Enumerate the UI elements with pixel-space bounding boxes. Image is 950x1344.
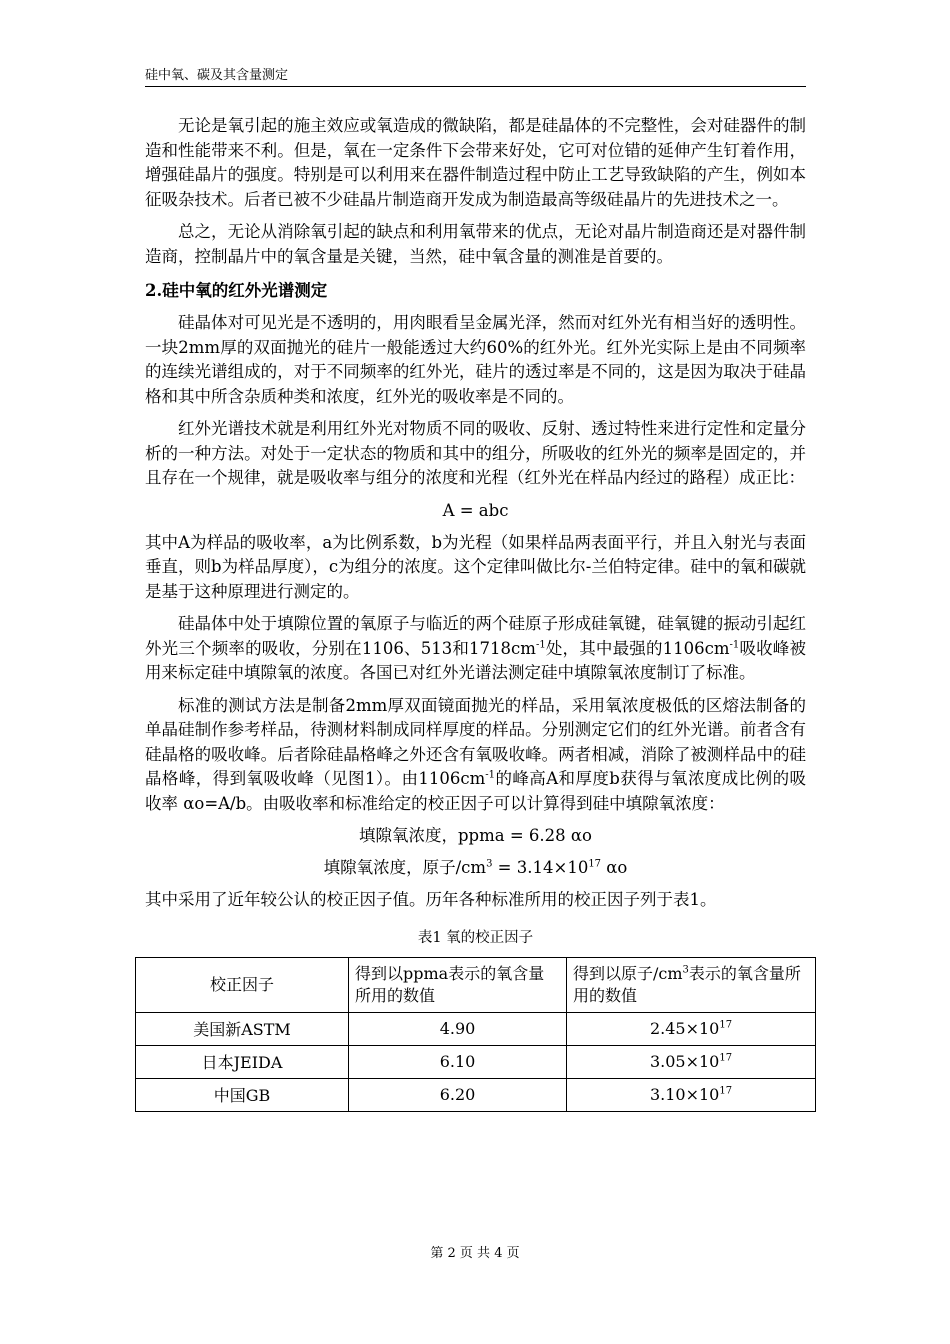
paragraph-ir-technique: 红外光谱技术就是利用红外光对物质不同的吸收、反射、透过特性来进行定性和定量分析的一种方法。对处于一定状态的物质和其中的组分，所吸收的红外光的频率是固定的，并且存在一个规律，就是吸收率与组分的浓度和光程（红外光在样品内经过的路程）成正比： [145, 419, 806, 487]
paragraph-test-method: 标准的测试方法是制备2mm厚双面镜面抛光的样品，采用氧浓度极低的区熔法制备的单晶硅制作参考样品，待测材料制成同样厚度的样品。分别测定它们的红外光谱。前者含有硅晶格的吸收峰。后者除硅晶格峰之外还含有氧吸收峰。两者相减，消除了被测样品中的硅晶格峰，得到氧吸收峰（见图1）。由$1106cm^{-1}$的峰高A和厚度b获得与氧浓度成比例的吸收率 αo=A/b。由吸收率和标准给定的校正因子可以计算得到硅中填隙氧浓度： [145, 695, 806, 813]
paragraph-si-o-bond: 硅晶体中处于填隙位置的氧原子与临近的两个硅原子形成硅氧键，硅氧键的振动引起红外光三个频率的吸收，分别在1106、513和$1718cm^{-1}$处，其中最强的$1106cm^{-1}$吸收峰被用来标定硅中填隙氧的浓度。各国已对红外光谱法测定硅中填隙氧浓度制订了标准。 [145, 614, 806, 682]
row-name: 美国新ASTM [136, 1012, 349, 1045]
table-row [136, 1012, 816, 1045]
row-atoms: $2.45\times 10^{17}$ [567, 1012, 816, 1045]
formula-atoms-per-cm3: 填隙氧浓度，原子$/cm^3 = 3.14\times 10^{17}$ αo [323, 858, 628, 877]
row-atoms: $3.10\times 10^{17}$ [567, 1078, 816, 1111]
row-ppma: 6.20 [349, 1078, 567, 1111]
paragraph-oxygen-control: 总之，无论从消除氧引起的缺点和利用氧带来的优点，无论对晶片制造商还是对器件制造商，控制晶片中的氧含量是关键，当然，硅中氧含量的测准是首要的。 [145, 222, 806, 266]
paragraph-ir-transparency: 硅晶体对可见光是不透明的，用肉眼看呈金属光泽，然而对红外光有相当好的透明性。一块2mm厚的双面抛光的硅片一般能透过大约60%的红外光。红外光实际上是由不同频率的连续光谱组成的，对于不同频率的红外光，硅片的透过率是不同的，这是因为取决于硅晶格和其中所含杂质种类和浓度，红外光的吸收率是不同的。 [145, 313, 806, 406]
row-atoms: $3.05\times 10^{17}$ [567, 1045, 816, 1078]
page-header [145, 66, 806, 87]
row-ppma: 4.90 [349, 1012, 567, 1045]
document-body [145, 114, 806, 1112]
header-title: 硅中氧、碳及其含量测定 [145, 68, 289, 83]
table-header-row [136, 957, 816, 1012]
row-name: 中国GB [136, 1078, 349, 1111]
formula-beer-lambert: A = abc [442, 500, 509, 520]
formula-ppma: 填隙氧浓度，ppma = 6.28 αo [359, 826, 592, 845]
header-cell-ppma: 得到以ppma表示的氧含量所用的数值 [349, 957, 567, 1012]
table-caption: 表1 氧的校正因子 [417, 929, 534, 946]
table-row [136, 1045, 816, 1078]
header-cell-factor: 校正因子 [136, 957, 349, 1012]
row-ppma: 6.10 [349, 1045, 567, 1078]
table-row [136, 1078, 816, 1111]
page-footer: 第 2 页 共 4 页 [430, 1246, 520, 1261]
header-cell-atoms: 得到以原子$/cm^3$表示的氧含量所用的数值 [567, 957, 816, 1012]
section-title: 2.硅中氧的红外光谱测定 [145, 281, 328, 300]
row-name: 日本JEIDA [136, 1045, 349, 1078]
paragraph-oxygen-effects: 无论是氧引起的施主效应或氧造成的微缺陷，都是硅晶体的不完整性，会对硅器件的制造和性能带来不利。但是，氧在一定条件下会带来好处，它可对位错的延伸产生钉着作用，增强硅晶片的强度。特别是可以利用来在器件制造过程中防止工艺导致缺陷的产生，例如本征吸杂技术。后者已被不少硅晶片制造商开发成为制造最高等级硅晶片的先进技术之一。 [145, 116, 806, 209]
paragraph-beer-lambert-explanation: 其中A为样品的吸收率，a为比例系数，b为光程（如果样品两表面平行，并且入射光与表面垂直，则b为样品厚度），c为组分的浓度。这个定律叫做比尔-兰伯特定律。硅中的氧和碳就是基于这种原理进行测定的。 [145, 532, 806, 601]
calibration-factor-table [135, 957, 816, 1112]
paragraph-table-intro: 其中采用了近年较公认的校正因子值。历年各种标准所用的校正因子列于表1。 [145, 890, 717, 909]
